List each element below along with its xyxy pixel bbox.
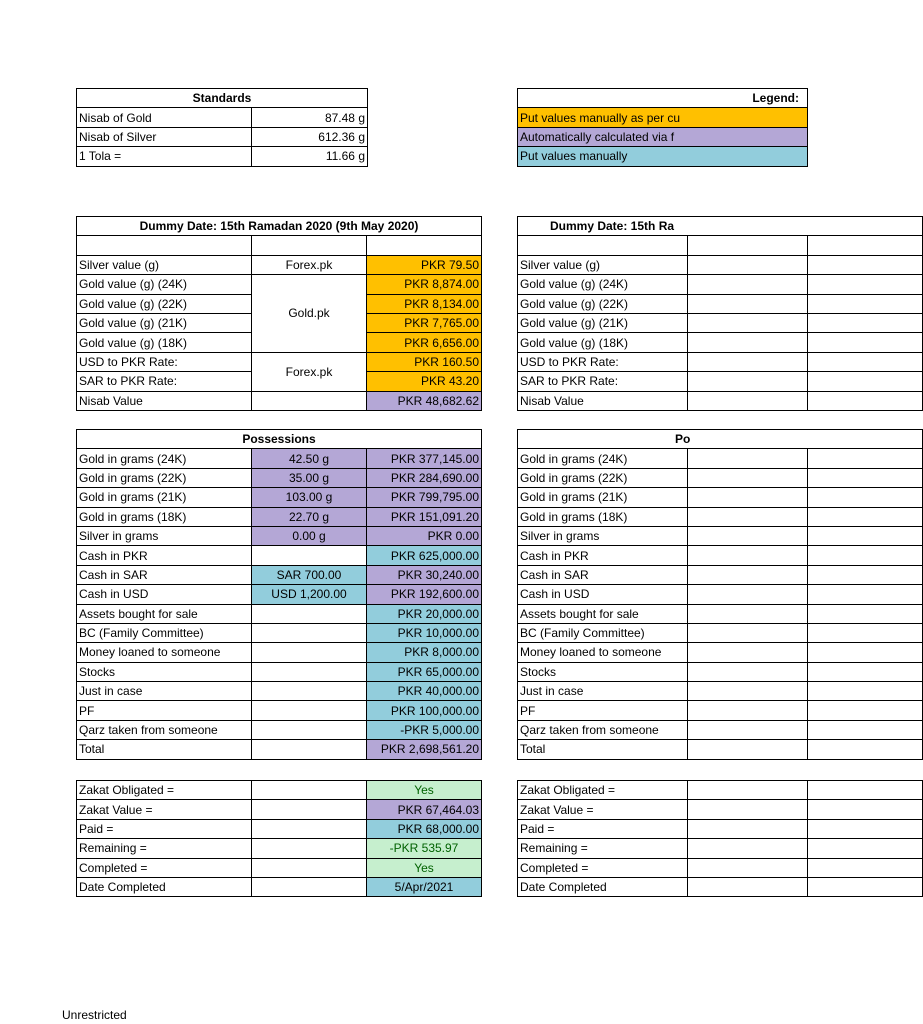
rate-label: Silver value (g): [518, 255, 688, 274]
empty-cell: [688, 275, 808, 294]
possession-label: Cash in SAR: [518, 565, 688, 584]
possession-value[interactable]: PKR 284,690.00: [367, 468, 482, 487]
table-row: [77, 275, 482, 294]
zakat-label: Date Completed: [518, 877, 688, 896]
possession-label: Gold in grams (22K): [518, 468, 688, 487]
possession-label: Cash in PKR: [518, 546, 688, 565]
table-row: [518, 507, 923, 526]
empty-cell: [688, 839, 808, 858]
empty-cell: [808, 800, 923, 819]
rate-source: Gold.pk: [252, 275, 367, 353]
rate-value[interactable]: PKR 79.50: [367, 255, 482, 274]
empty-cell: [252, 236, 367, 255]
possession-quantity: [252, 623, 367, 642]
possessions-title-copy: Po: [518, 430, 923, 449]
possession-value[interactable]: PKR 192,600.00: [367, 585, 482, 604]
rate-label: USD to PKR Rate:: [518, 352, 688, 371]
standards-value[interactable]: 612.36 g: [252, 127, 368, 146]
possessions-table: [76, 429, 482, 760]
table-row: [518, 488, 923, 507]
empty-cell: [688, 662, 808, 681]
empty-cell: [688, 352, 808, 371]
standards-label: Nisab of Silver: [77, 127, 252, 146]
table-row: [518, 623, 923, 642]
possession-label: Stocks: [518, 662, 688, 681]
empty-cell: [688, 720, 808, 739]
table-row: [518, 275, 923, 294]
rate-label: Nisab Value: [77, 391, 252, 410]
possession-quantity: [252, 546, 367, 565]
empty-cell: [808, 275, 923, 294]
empty-cell: [808, 449, 923, 468]
empty-cell: [808, 294, 923, 313]
empty-cell: [688, 623, 808, 642]
rates-table-copy: [517, 216, 923, 411]
table-row: [77, 585, 482, 604]
possession-value[interactable]: PKR 377,145.00: [367, 449, 482, 468]
possession-value[interactable]: PKR 100,000.00: [367, 701, 482, 720]
possession-label: Cash in USD: [77, 585, 252, 604]
table-row: [77, 255, 482, 274]
table-row: [518, 877, 923, 896]
empty-cell: [688, 294, 808, 313]
possession-quantity[interactable]: 42.50 g: [252, 449, 367, 468]
possession-quantity[interactable]: 35.00 g: [252, 468, 367, 487]
possession-label: Silver in grams: [77, 526, 252, 545]
empty-cell: [808, 585, 923, 604]
rate-label: Nisab Value: [518, 391, 688, 410]
zakat-summary-table-copy: [517, 780, 923, 897]
possession-value[interactable]: PKR 625,000.00: [367, 546, 482, 565]
rate-label: Gold value (g) (18K): [77, 333, 252, 352]
rate-label: Gold value (g) (24K): [77, 275, 252, 294]
rate-label: Silver value (g): [77, 255, 252, 274]
table-row: [77, 858, 482, 877]
empty-cell: [688, 819, 808, 838]
table-row: [77, 819, 482, 838]
standards-value[interactable]: 87.48 g: [252, 108, 368, 127]
empty-cell: [688, 468, 808, 487]
rate-label: Gold value (g) (24K): [518, 275, 688, 294]
empty-cell: [252, 877, 367, 896]
empty-cell: [808, 839, 923, 858]
table-row: [518, 294, 923, 313]
possession-value[interactable]: PKR 20,000.00: [367, 604, 482, 623]
possession-value[interactable]: -PKR 5,000.00: [367, 720, 482, 739]
zakat-label: Paid =: [77, 819, 252, 838]
table-row: [518, 643, 923, 662]
table-row: [77, 604, 482, 623]
table-row: [518, 468, 923, 487]
empty-cell: [808, 468, 923, 487]
possession-label: BC (Family Committee): [518, 623, 688, 642]
table-row: [77, 565, 482, 584]
legend-table: [517, 88, 808, 167]
empty-cell: [688, 877, 808, 896]
possession-value[interactable]: PKR 0.00: [367, 526, 482, 545]
rate-value[interactable]: PKR 48,682.62: [367, 391, 482, 410]
empty-cell: [808, 623, 923, 642]
rate-value[interactable]: PKR 160.50: [367, 352, 482, 371]
zakat-value[interactable]: Yes: [367, 781, 482, 800]
empty-cell: [808, 720, 923, 739]
possession-quantity: [252, 643, 367, 662]
table-row: [518, 333, 923, 352]
standards-label: 1 Tola =: [77, 147, 252, 166]
possession-label: Cash in SAR: [77, 565, 252, 584]
legend-title: Legend:: [518, 89, 808, 108]
possession-label: Qarz taken from someone: [77, 720, 252, 739]
standards-value[interactable]: 11.66 g: [252, 147, 368, 166]
possession-label: Qarz taken from someone: [518, 720, 688, 739]
possession-value[interactable]: PKR 65,000.00: [367, 662, 482, 681]
table-row: [77, 839, 482, 858]
table-row: [77, 546, 482, 565]
standards-label: Nisab of Gold: [77, 108, 252, 127]
possession-quantity[interactable]: USD 1,200.00: [252, 585, 367, 604]
empty-cell: [688, 682, 808, 701]
zakat-label: Zakat Obligated =: [77, 781, 252, 800]
table-row: [518, 604, 923, 623]
rate-source: Forex.pk: [252, 255, 367, 274]
zakat-value[interactable]: -PKR 535.97: [367, 839, 482, 858]
empty-cell: [808, 604, 923, 623]
table-row: [518, 819, 923, 838]
zakat-value[interactable]: PKR 67,464.03: [367, 800, 482, 819]
possession-value[interactable]: PKR 2,698,561.20: [367, 740, 482, 759]
possession-quantity: [252, 720, 367, 739]
empty-cell: [808, 236, 923, 255]
rate-value[interactable]: PKR 8,874.00: [367, 275, 482, 294]
possession-quantity[interactable]: SAR 700.00: [252, 565, 367, 584]
empty-cell: [688, 858, 808, 877]
empty-cell: [808, 372, 923, 391]
table-row: [77, 108, 368, 127]
table-row: [77, 682, 482, 701]
table-row: [77, 740, 482, 759]
zakat-value[interactable]: PKR 68,000.00: [367, 819, 482, 838]
table-row: [77, 488, 482, 507]
possession-label: Assets bought for sale: [77, 604, 252, 623]
table-row: [518, 546, 923, 565]
empty-cell: [808, 488, 923, 507]
table-row: [518, 372, 923, 391]
zakat-label: Zakat Value =: [518, 800, 688, 819]
empty-cell: [688, 507, 808, 526]
zakat-label: Zakat Value =: [77, 800, 252, 819]
table-row: [77, 701, 482, 720]
possession-quantity[interactable]: 0.00 g: [252, 526, 367, 545]
empty-cell: [808, 682, 923, 701]
possession-label: Just in case: [77, 682, 252, 701]
rate-label: Gold value (g) (18K): [518, 333, 688, 352]
zakat-value[interactable]: 5/Apr/2021: [367, 877, 482, 896]
possession-value[interactable]: PKR 8,000.00: [367, 643, 482, 662]
empty-cell: [688, 236, 808, 255]
empty-cell: [808, 740, 923, 759]
possession-label: Money loaned to someone: [518, 643, 688, 662]
table-row: [77, 877, 482, 896]
possession-label: PF: [77, 701, 252, 720]
table-row: [77, 643, 482, 662]
table-row: [518, 313, 923, 332]
possession-label: Money loaned to someone: [77, 643, 252, 662]
possession-label: Gold in grams (18K): [518, 507, 688, 526]
possession-label: Gold in grams (24K): [77, 449, 252, 468]
table-row: [77, 623, 482, 642]
possession-label: Gold in grams (22K): [77, 468, 252, 487]
empty-cell: [688, 800, 808, 819]
empty-cell: [688, 740, 808, 759]
empty-cell: [367, 236, 482, 255]
standards-title: Standards: [77, 89, 368, 108]
possession-value[interactable]: PKR 30,240.00: [367, 565, 482, 584]
zakat-label: Completed =: [77, 858, 252, 877]
empty-cell: [808, 819, 923, 838]
possession-value[interactable]: PKR 799,795.00: [367, 488, 482, 507]
table-row: [77, 781, 482, 800]
table-row: [518, 662, 923, 681]
zakat-label: Paid =: [518, 819, 688, 838]
possession-label: Cash in USD: [518, 585, 688, 604]
rate-label: Gold value (g) (22K): [77, 294, 252, 313]
possession-value[interactable]: PKR 151,091.20: [367, 507, 482, 526]
table-row: [77, 526, 482, 545]
empty-cell: [808, 526, 923, 545]
table-row: [518, 352, 923, 371]
rates-table: [76, 216, 482, 411]
empty-cell: [688, 546, 808, 565]
empty-cell: [252, 819, 367, 838]
table-row: [518, 858, 923, 877]
empty-cell: [252, 391, 367, 410]
table-row: [518, 585, 923, 604]
empty-cell: [808, 546, 923, 565]
possession-label: Gold in grams (18K): [77, 507, 252, 526]
possession-quantity[interactable]: 103.00 g: [252, 488, 367, 507]
empty-cell: [808, 662, 923, 681]
empty-cell: [688, 781, 808, 800]
empty-cell: [77, 236, 252, 255]
zakat-summary-table: [76, 780, 482, 897]
possession-quantity: [252, 604, 367, 623]
empty-cell: [808, 352, 923, 371]
table-row: [518, 449, 923, 468]
table-row: [77, 662, 482, 681]
table-row: [518, 720, 923, 739]
zakat-label: Remaining =: [77, 839, 252, 858]
empty-cell: [518, 236, 688, 255]
empty-cell: [252, 858, 367, 877]
possession-label: Stocks: [77, 662, 252, 681]
table-row: [77, 800, 482, 819]
legend-item-manual: Put values manually: [518, 147, 808, 166]
empty-cell: [688, 526, 808, 545]
rate-value[interactable]: PKR 7,765.00: [367, 313, 482, 332]
possessions-table-copy: [517, 429, 923, 760]
table-row: [518, 800, 923, 819]
table-row: [77, 147, 368, 166]
rate-label: SAR to PKR Rate:: [77, 372, 252, 391]
table-row: [518, 565, 923, 584]
possession-label: Assets bought for sale: [518, 604, 688, 623]
rate-value[interactable]: PKR 43.20: [367, 372, 482, 391]
possession-label: Gold in grams (24K): [518, 449, 688, 468]
empty-cell: [688, 333, 808, 352]
table-row: [77, 449, 482, 468]
legend-item-auto-calculated: Automatically calculated via f: [518, 127, 808, 146]
right-clipped-panel: [517, 0, 800, 1024]
possession-label: BC (Family Committee): [77, 623, 252, 642]
table-row: [77, 468, 482, 487]
table-row: [77, 507, 482, 526]
empty-cell: [688, 449, 808, 468]
empty-cell: [688, 565, 808, 584]
empty-cell: [808, 391, 923, 410]
table-row: [518, 781, 923, 800]
table-row: [518, 391, 923, 410]
possession-label: Total: [518, 740, 688, 759]
empty-cell: [688, 372, 808, 391]
table-row: [518, 526, 923, 545]
legend-item-manual-current: Put values manually as per cu: [518, 108, 808, 127]
possession-label: Just in case: [518, 682, 688, 701]
possession-label: PF: [518, 701, 688, 720]
empty-cell: [252, 781, 367, 800]
rate-source: Forex.pk: [252, 352, 367, 391]
possession-value[interactable]: PKR 10,000.00: [367, 623, 482, 642]
possessions-title: Possessions: [77, 430, 482, 449]
table-row: [77, 720, 482, 739]
rate-label: USD to PKR Rate:: [77, 352, 252, 371]
empty-cell: [688, 313, 808, 332]
classification-footer: Unrestricted: [62, 1008, 127, 1022]
empty-cell: [688, 391, 808, 410]
rate-value[interactable]: PKR 8,134.00: [367, 294, 482, 313]
zakat-value[interactable]: Yes: [367, 858, 482, 877]
table-row: [518, 701, 923, 720]
rate-label: Gold value (g) (21K): [77, 313, 252, 332]
table-row: [518, 255, 923, 274]
possession-label: Gold in grams (21K): [77, 488, 252, 507]
empty-cell: [808, 333, 923, 352]
possession-quantity[interactable]: 22.70 g: [252, 507, 367, 526]
possession-quantity: [252, 682, 367, 701]
empty-cell: [808, 507, 923, 526]
empty-cell: [688, 488, 808, 507]
empty-cell: [808, 313, 923, 332]
possession-quantity: [252, 662, 367, 681]
empty-cell: [808, 781, 923, 800]
empty-cell: [808, 701, 923, 720]
empty-cell: [808, 877, 923, 896]
empty-cell: [808, 643, 923, 662]
possession-label: Gold in grams (21K): [518, 488, 688, 507]
zakat-label: Remaining =: [518, 839, 688, 858]
standards-table: [76, 88, 368, 167]
possession-quantity: [252, 740, 367, 759]
empty-cell: [688, 604, 808, 623]
table-row: [518, 682, 923, 701]
possession-label: Cash in PKR: [77, 546, 252, 565]
rate-value[interactable]: PKR 6,656.00: [367, 333, 482, 352]
empty-cell: [688, 701, 808, 720]
zakat-label: Completed =: [518, 858, 688, 877]
zakat-label: Zakat Obligated =: [518, 781, 688, 800]
empty-cell: [808, 858, 923, 877]
rates-title-copy: Dummy Date: 15th Ra: [518, 217, 923, 236]
empty-cell: [808, 255, 923, 274]
table-row: [77, 127, 368, 146]
empty-cell: [688, 255, 808, 274]
table-row: [77, 352, 482, 371]
empty-cell: [808, 565, 923, 584]
rate-label: Gold value (g) (22K): [518, 294, 688, 313]
possession-label: Silver in grams: [518, 526, 688, 545]
empty-cell: [688, 643, 808, 662]
empty-cell: [252, 839, 367, 858]
rate-label: SAR to PKR Rate:: [518, 372, 688, 391]
rate-label: Gold value (g) (21K): [518, 313, 688, 332]
possession-label: Total: [77, 740, 252, 759]
possession-value[interactable]: PKR 40,000.00: [367, 682, 482, 701]
possession-quantity: [252, 701, 367, 720]
table-row: [77, 391, 482, 410]
rates-title: Dummy Date: 15th Ramadan 2020 (9th May 2020): [77, 217, 482, 236]
table-row: [518, 839, 923, 858]
table-row: [518, 740, 923, 759]
empty-cell: [688, 585, 808, 604]
zakat-label: Date Completed: [77, 877, 252, 896]
empty-cell: [252, 800, 367, 819]
